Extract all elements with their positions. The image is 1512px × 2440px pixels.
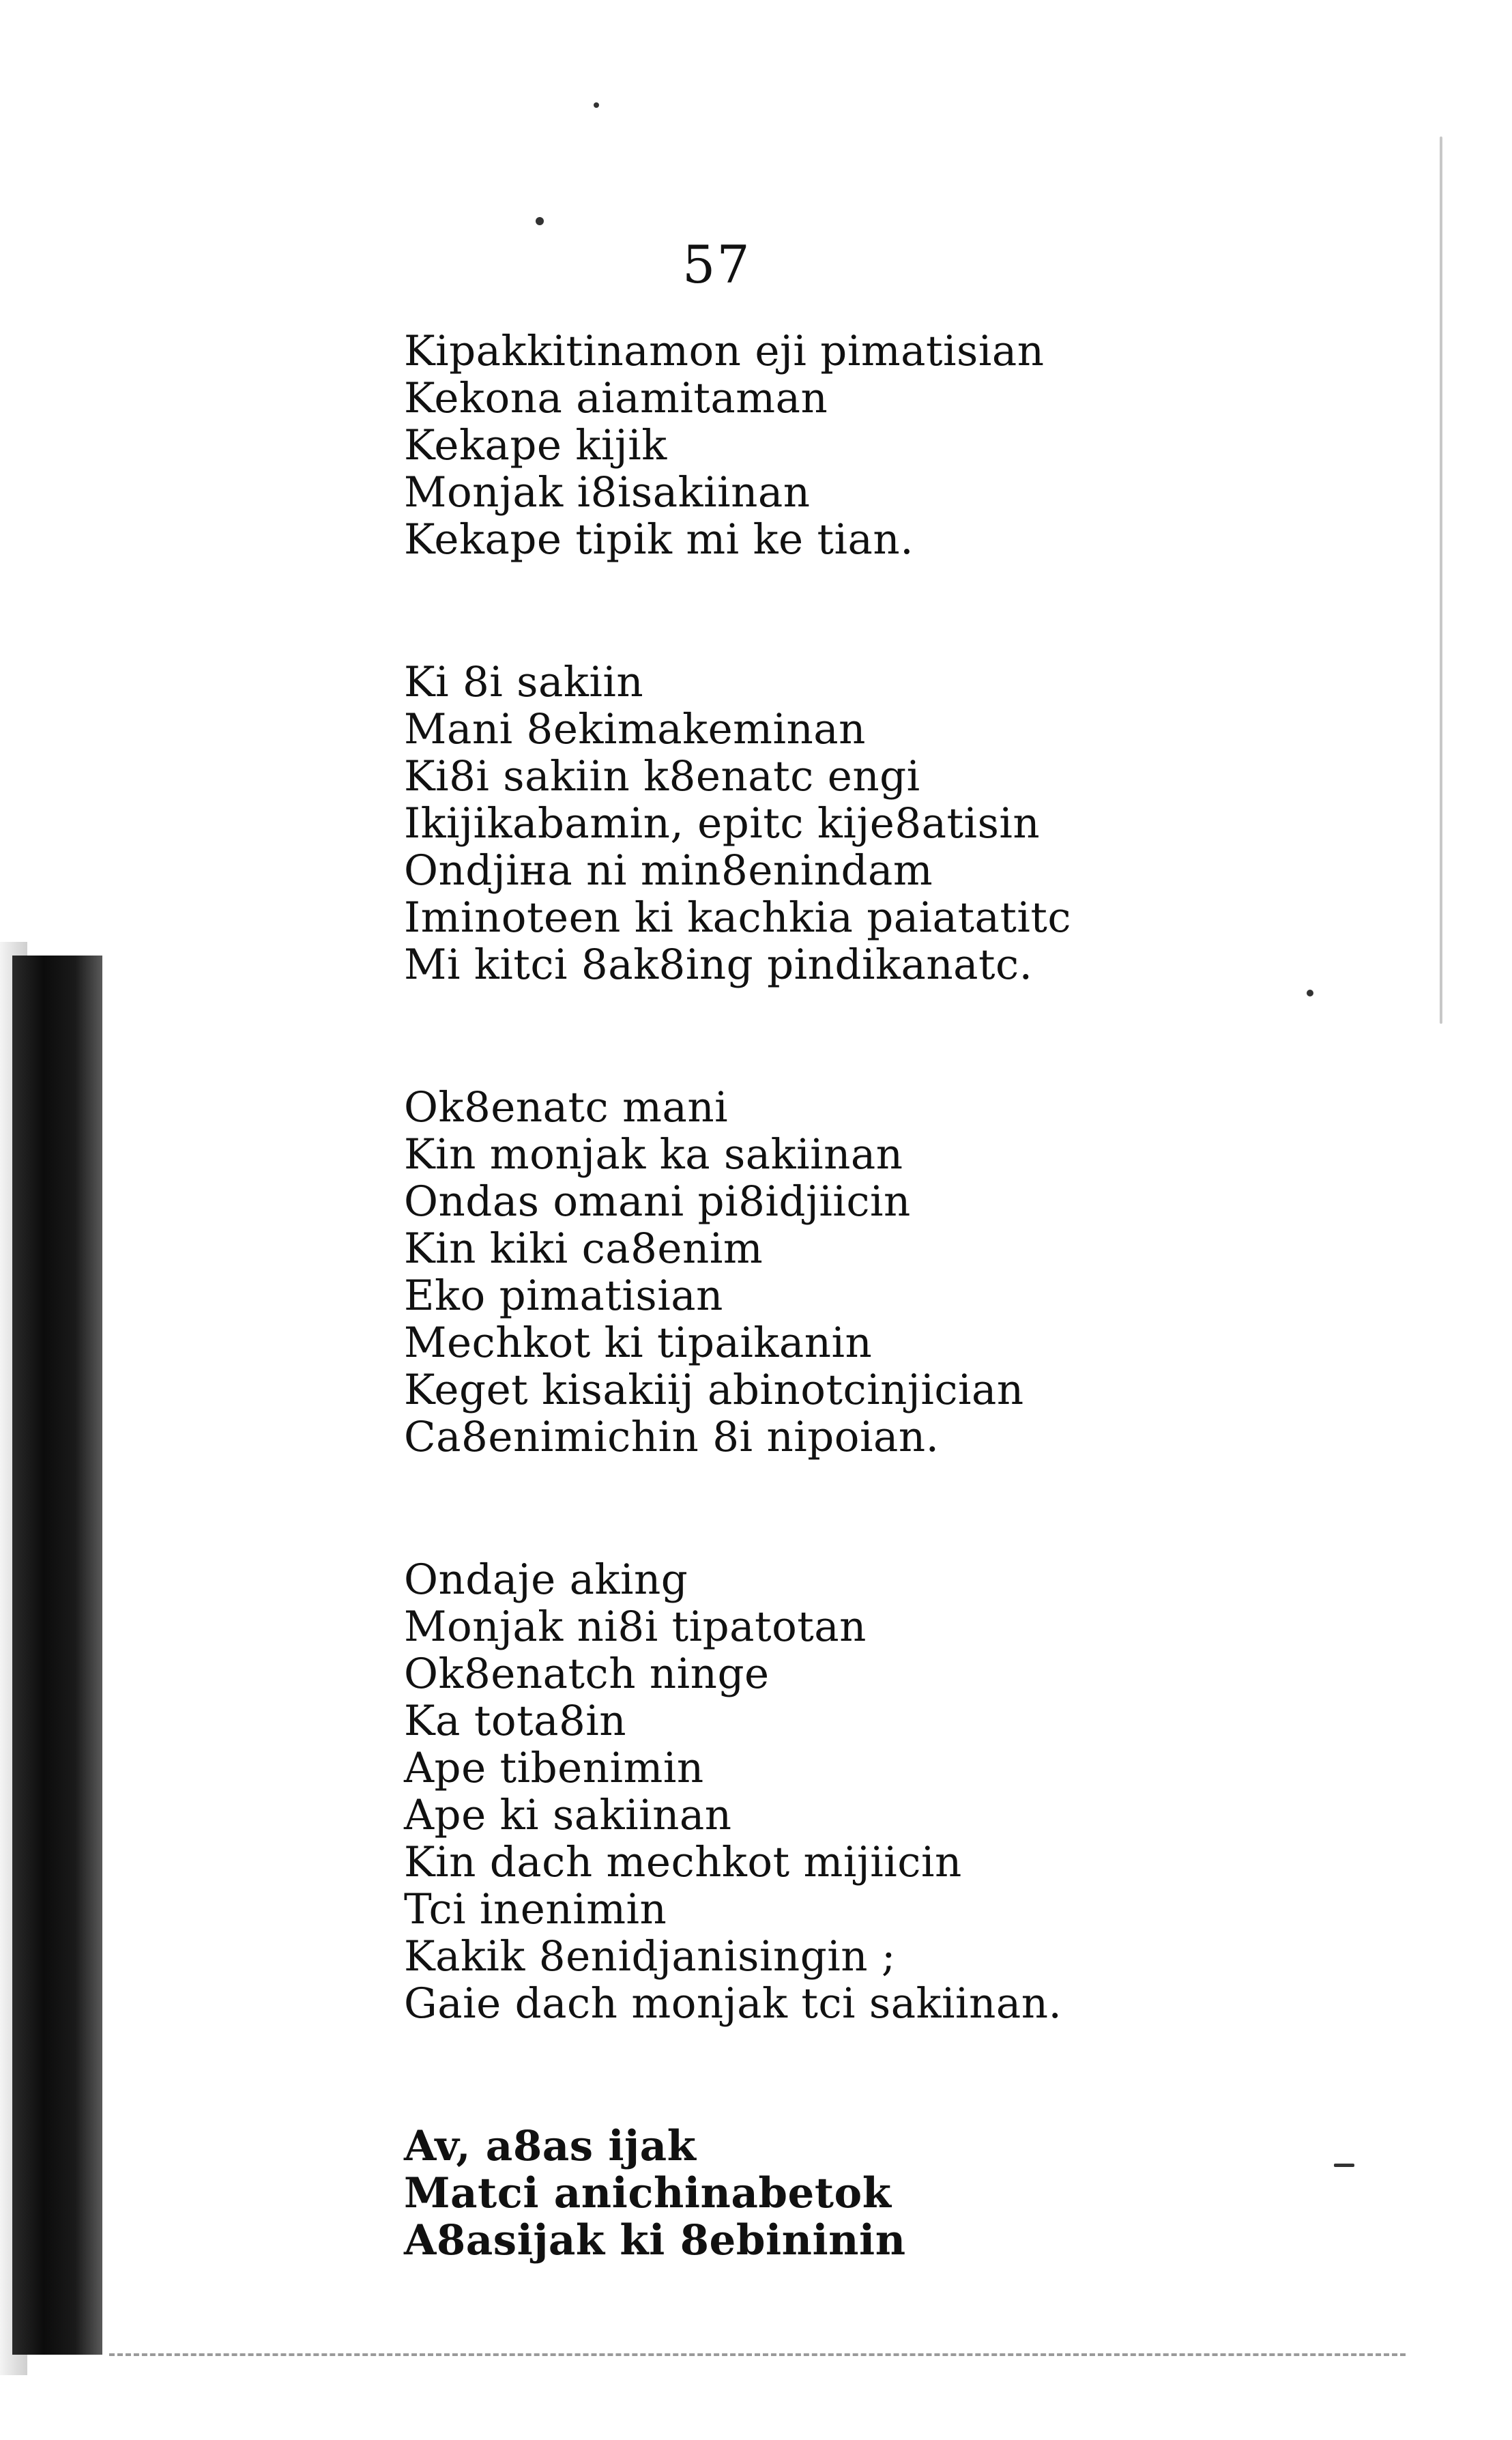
stanza-1 — [404, 328, 1427, 563]
ink-speck — [594, 102, 599, 108]
verse-line: Mi kitci 8ak8ing pindikanatc. — [404, 941, 1033, 989]
page-binding-edge — [12, 956, 102, 2355]
verse-line: Matci anichinabetok — [404, 2169, 892, 2217]
page-edge-line — [1440, 137, 1442, 1024]
verse-line: Av, a8as ijak — [404, 2122, 697, 2170]
verse-line: Monjak i8isakiinan — [404, 468, 811, 517]
verse-line: Gaie dach monjak tci sakiinan. — [404, 1979, 1062, 2028]
verse-line: Mechkot ki tipaikanin — [404, 1319, 873, 1367]
verse-line: Kin dach mechkot mijiicin — [404, 1838, 962, 1886]
verse-line: Ok8enatch ninge — [404, 1650, 770, 1698]
verse-line: Kin kiki ca8enim — [404, 1224, 764, 1273]
verse-line: Kekona aiamitaman — [404, 374, 828, 422]
verse-line: Iminoteen ki kachkia paiatatitc — [404, 893, 1072, 942]
verse-line: Ape tibenimin — [404, 1744, 704, 1792]
verse-line: Kekape tipik mi ke tian. — [404, 515, 914, 564]
verse-line: Keget kisakiij abinotcinjician — [404, 1366, 1024, 1414]
stanza-3 — [404, 1084, 1427, 1461]
verse-line: Kipakkitinamon eji pimatisian — [404, 327, 1045, 375]
verse-line: Ondaje aking — [404, 1555, 688, 1604]
ink-speck — [1334, 2164, 1354, 2167]
verse-line: Monjak ni8i tipatotan — [404, 1603, 867, 1651]
verse-line: Kekape kijik — [404, 421, 667, 470]
verse-line: Kakik 8enidjanisingin ; — [404, 1932, 896, 1981]
verse-line: Kin monjak ka sakiinan — [404, 1130, 903, 1179]
verse-line: Ki8i sakiin k8enatc engi — [404, 752, 920, 801]
verse-line: Ki 8i sakiin — [404, 658, 644, 706]
verse-line: A8asijak ki 8ebininin — [404, 2216, 906, 2265]
verse-line: Mani 8ekimakeminan — [404, 705, 866, 753]
stanza-2 — [404, 659, 1427, 988]
verse-line: Tci inenimin — [404, 1885, 667, 1934]
verse-line: Ondas omani pi8idjiicin — [404, 1177, 911, 1226]
stanza-4 — [404, 1556, 1427, 2027]
bottom-scan-rule — [109, 2353, 1406, 2356]
poem-text — [404, 328, 1427, 2359]
page-number: 57 — [682, 234, 751, 295]
verse-line: Eko pimatisian — [404, 1272, 723, 1320]
verse-line: Ondjiна ni min8enindam — [404, 846, 933, 895]
verse-line: Ape ki sakiinan — [404, 1791, 732, 1839]
verse-line: Ka tota8in — [404, 1697, 627, 1745]
ink-speck — [536, 217, 544, 225]
verse-line: Ikijikabamin, epitc kije8atisin — [404, 799, 1041, 848]
stanza-5 — [404, 2123, 1427, 2264]
ink-speck — [1307, 990, 1313, 996]
verse-line: Ca8enimichin 8i nipoian. — [404, 1413, 940, 1461]
verse-line: Ok8enatc mani — [404, 1083, 729, 1132]
